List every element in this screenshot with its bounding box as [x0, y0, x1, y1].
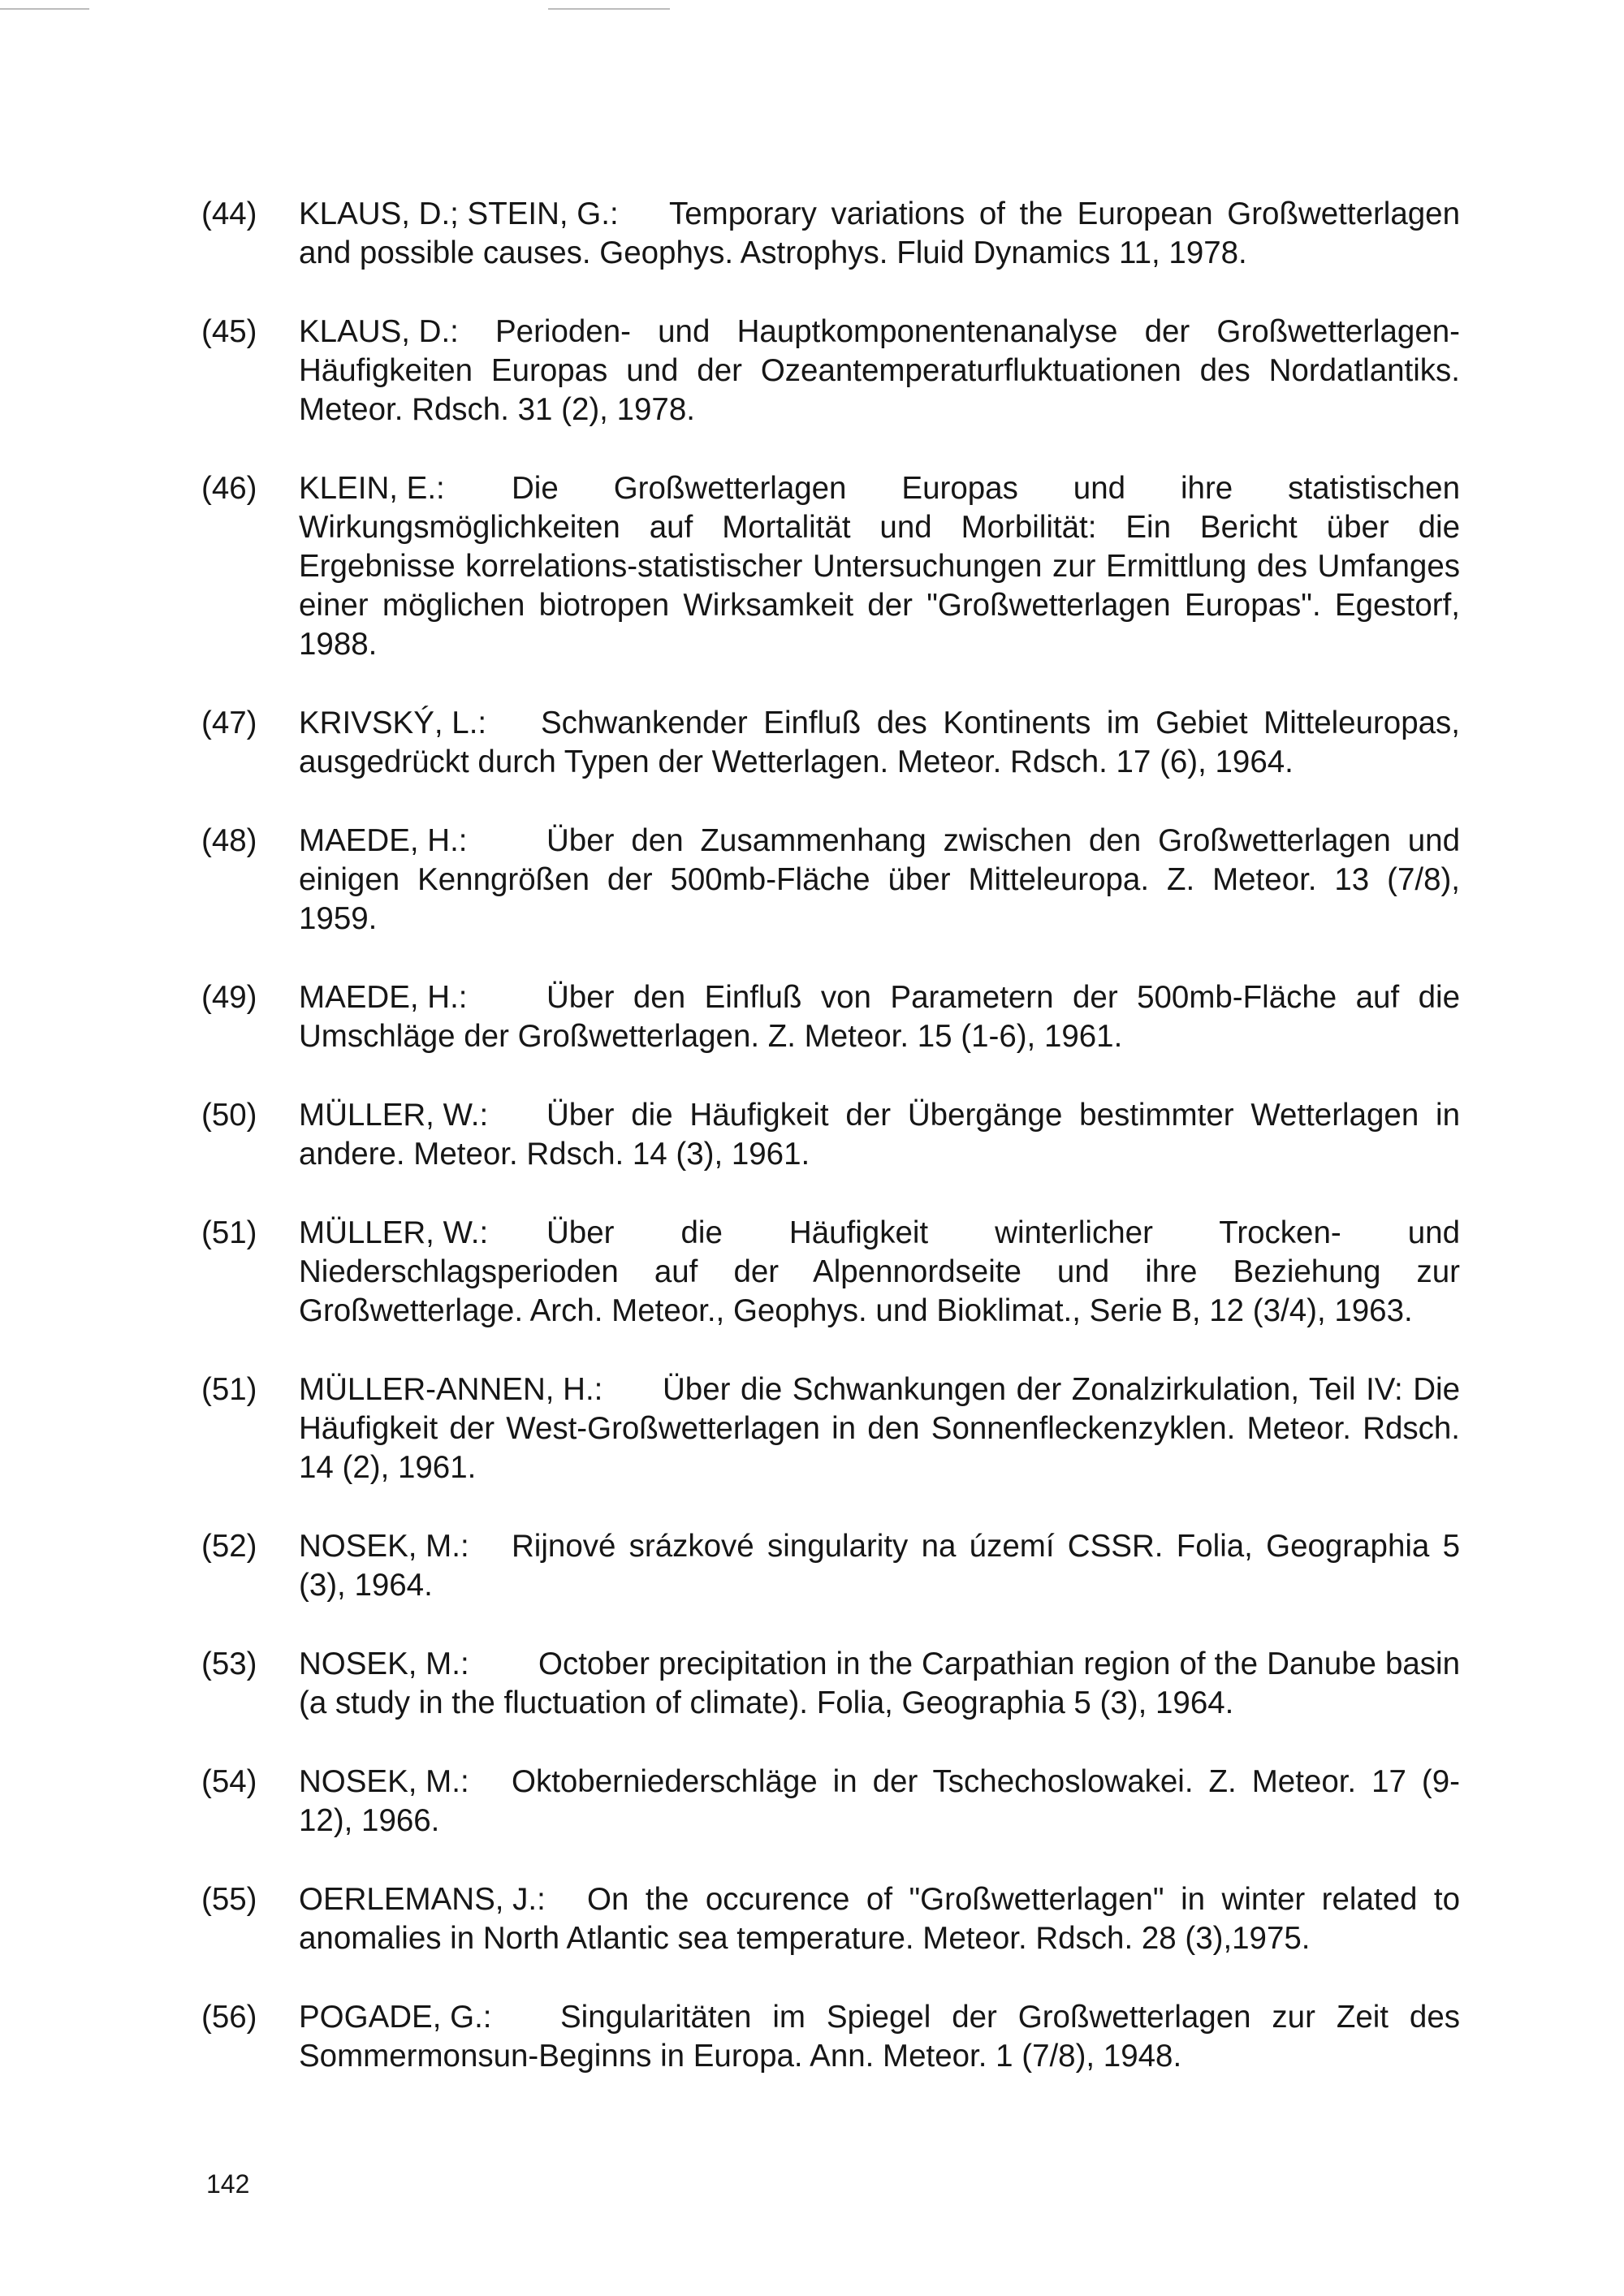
reference-body [299, 1527, 1460, 1605]
reference-entry [201, 313, 1460, 429]
reference-text: On the occurence of "Großwetterlagen" in winter related to anomalies in North Atlantic sea temperature. Meteor. Rdsch. 28 (3),1975. [299, 1882, 1460, 1956]
page-number: 142 [206, 2169, 250, 2199]
reference-author: NOSEK, M.: [299, 1764, 469, 1799]
reference-text: Temporary variations of the European Großwetterlagen and possible causes. Geophys. Astrophys. Fluid Dynamics 11, 1978. [299, 196, 1460, 270]
reference-body [299, 1096, 1460, 1174]
reference-entry [201, 1763, 1460, 1841]
reference-body [299, 195, 1460, 273]
reference-body [299, 1214, 1460, 1331]
reference-text: Oktoberniederschläge in der Tschechoslowakei. Z. Meteor. 17 (9-12), 1966. [299, 1764, 1460, 1838]
reference-list [201, 195, 1460, 2116]
reference-author: KRIVSKÝ, L.: [299, 706, 487, 740]
reference-author: MÜLLER, W.: [299, 1215, 489, 1250]
reference-text: Über die Schwankungen der Zonalzirkulation, Teil IV: Die Häufigkeit der West-Großwetterlagen in den Sonnenfleckenzyklen. Meteor. Rdsch. 14 (2), 1961. [299, 1372, 1460, 1485]
reference-number: (56) [201, 2000, 257, 2035]
reference-body [299, 1763, 1460, 1841]
reference-body [299, 1998, 1460, 2076]
reference-text: Über die Häufigkeit der Übergänge bestimmter Wetterlagen in andere. Meteor. Rdsch. 14 (3), 1961. [299, 1098, 1460, 1172]
reference-text: Singularitäten im Spiegel der Großwetterlagen zur Zeit des Sommermonsun-Beginns in Europa. Ann. Meteor. 1 (7/8), 1948. [299, 2000, 1460, 2074]
reference-entry [201, 1096, 1460, 1174]
reference-author: OERLEMANS, J.: [299, 1882, 546, 1917]
reference-author: KLAUS, D.; STEIN, G.: [299, 196, 619, 231]
reference-author: MAEDE, H.: [299, 980, 468, 1015]
reference-number: (55) [201, 1882, 257, 1917]
reference-body [299, 822, 1460, 939]
reference-body [299, 704, 1460, 782]
reference-body [299, 1370, 1460, 1487]
reference-entry [201, 469, 1460, 664]
reference-number: (52) [201, 1529, 257, 1564]
reference-number: (44) [201, 196, 257, 231]
reference-author: MAEDE, H.: [299, 823, 468, 858]
reference-body [299, 1880, 1460, 1958]
reference-number: (47) [201, 706, 257, 740]
reference-author: NOSEK, M.: [299, 1646, 469, 1681]
reference-number: (45) [201, 314, 257, 349]
reference-number: (51) [201, 1215, 257, 1250]
reference-text: Perioden- und Hauptkomponentenanalyse der Großwetterlagen-Häufigkeiten Europas und der Ozeantemperaturfluktuationen des Nordatlantiks. Meteor. Rdsch. 31 (2), 1978. [299, 314, 1460, 427]
reference-entry [201, 1645, 1460, 1723]
reference-number: (46) [201, 471, 257, 506]
reference-text: October precipitation in the Carpathian region of the Danube basin (a study in the fluctuation of climate). Folia, Geographia 5 (3), 1964. [299, 1646, 1460, 1720]
reference-body [299, 978, 1460, 1056]
reference-number: (51) [201, 1372, 257, 1407]
reference-entry [201, 195, 1460, 273]
reference-author: NOSEK, M.: [299, 1529, 469, 1564]
reference-entry [201, 1527, 1460, 1605]
reference-entry [201, 1370, 1460, 1487]
reference-number: (48) [201, 823, 257, 858]
reference-number: (50) [201, 1098, 257, 1133]
reference-body [299, 469, 1460, 664]
reference-entry [201, 1880, 1460, 1958]
reference-text: Schwankender Einfluß des Kontinents im Gebiet Mitteleuropas, ausgedrückt durch Typen der Wetterlagen. Meteor. Rdsch. 17 (6), 1964. [299, 706, 1460, 779]
reference-author: MÜLLER-ANNEN, H.: [299, 1372, 603, 1407]
reference-entry [201, 704, 1460, 782]
reference-number: (49) [201, 980, 257, 1015]
reference-number: (53) [201, 1646, 257, 1681]
reference-text: Die Großwetterlagen Europas und ihre statistischen Wirkungsmöglichkeiten auf Mortalität und Morbilität: Ein Bericht über die Ergebnisse korrelations-statistischer Untersuchungen zur Ermittlung des Umfanges einer möglichen biotropen Wirksamkeit der "Großwetterlagen Europas". Egestorf, 1988. [299, 471, 1460, 662]
reference-entry [201, 822, 1460, 939]
reference-entry [201, 1214, 1460, 1331]
reference-author: KLEIN, E.: [299, 471, 445, 506]
reference-author: KLAUS, D.: [299, 314, 459, 349]
reference-body [299, 313, 1460, 429]
reference-author: MÜLLER, W.: [299, 1098, 489, 1133]
reference-body [299, 1645, 1460, 1723]
scan-artifact-line [0, 8, 89, 10]
reference-text: Über die Häufigkeit winterlicher Trocken- und Niederschlagsperioden auf der Alpennordseite und ihre Beziehung zur Großwetterlage. Arch. Meteor., Geophys. und Bioklimat., Serie B, 12 (3/4), 1963. [299, 1215, 1460, 1328]
reference-author: POGADE, G.: [299, 2000, 492, 2035]
reference-number: (54) [201, 1764, 257, 1799]
reference-text: Über den Zusammenhang zwischen den Großwetterlagen und einigen Kenngrößen der 500mb-Fläche über Mitteleuropa. Z. Meteor. 13 (7/8), 1959. [299, 823, 1460, 936]
scan-artifact-line [548, 8, 670, 10]
reference-text: Rijnové srázkové singularity na území CSSR. Folia, Geographia 5 (3), 1964. [299, 1529, 1460, 1603]
reference-text: Über den Einfluß von Parametern der 500mb-Fläche auf die Umschläge der Großwetterlagen. Z. Meteor. 15 (1-6), 1961. [299, 980, 1460, 1054]
reference-entry [201, 1998, 1460, 2076]
reference-entry [201, 978, 1460, 1056]
